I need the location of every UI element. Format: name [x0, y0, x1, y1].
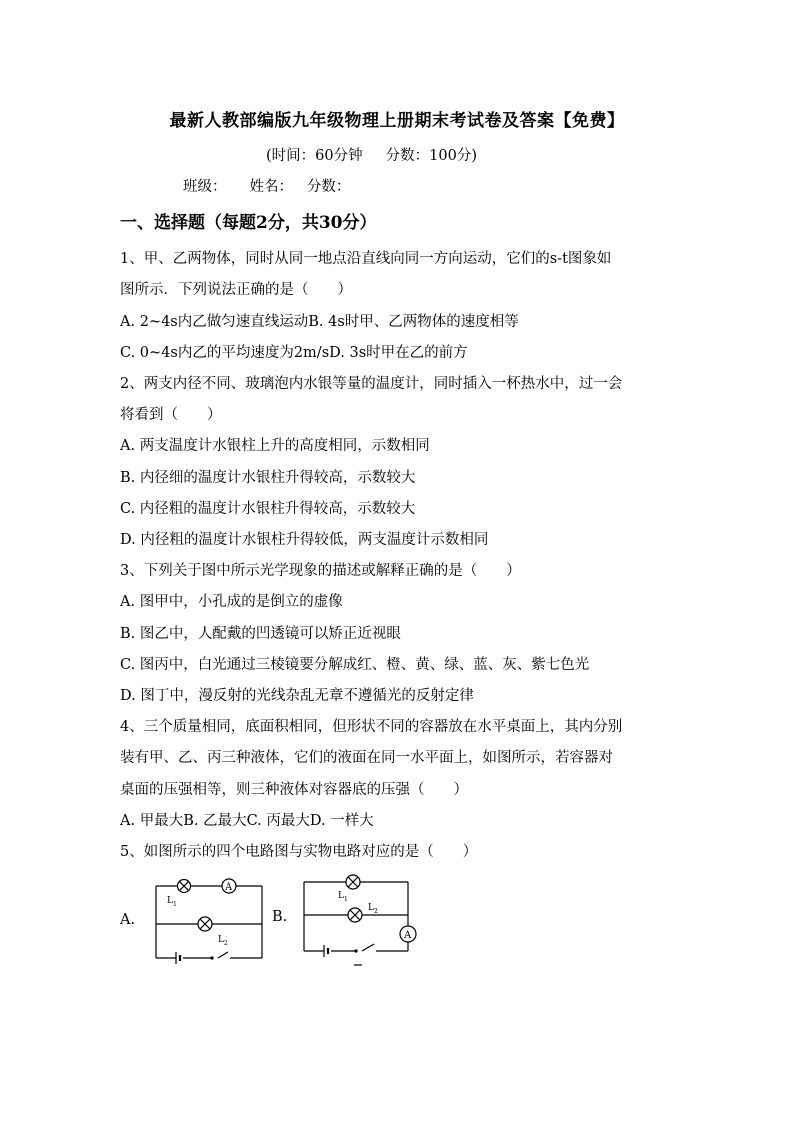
class-name-score-line: 班级： 姓名： 分数：: [183, 179, 351, 195]
question-line: 1、甲、乙两物体，同时从同一地点沿直线向同一方向运动，它们的s-t图象如: [120, 251, 612, 267]
option-line: C. 图丙中，白光通过三棱镜要分解成红、橙、黄、绿、蓝、灰、紫七色光: [120, 657, 590, 673]
exam-info: (时间：60分钟 分数：100分): [266, 148, 477, 164]
lamp-l1-subscript: 1: [344, 896, 348, 903]
question-line: 将看到（ ）: [120, 407, 222, 423]
option-line: D. 图丁中，漫反射的光线杂乱无章不遵循光的反射定律: [120, 688, 474, 704]
switch-pivot: [354, 949, 357, 952]
lamp-l1-subscript: 1: [173, 901, 177, 908]
lamp-l2-subscript: 2: [224, 940, 228, 947]
option-line: C. 内径粗的温度计水银柱升得较高，示数较大: [120, 501, 416, 517]
question-line: 桌面的压强相等，则三种液体对容器底的压强（ ）: [120, 782, 468, 798]
circuit-a-diagram: [150, 872, 270, 964]
option-line: A. 2~4s内乙做匀速直线运动B. 4s时甲、乙两物体的速度相等: [120, 314, 519, 330]
lamp-l2-label: L: [218, 935, 224, 945]
question-line: 5、如图所示的四个电路图与实物电路对应的是（ ）: [120, 844, 478, 860]
option-line: A. 两支温度计水银柱上升的高度相同，示数相同: [120, 438, 430, 454]
lamp-l1-label: L: [338, 891, 344, 901]
question-line: 装有甲、乙、丙三种液体，它们的液面在同一水平面上，如图所示，若容器对: [120, 750, 613, 766]
ammeter-symbol: A: [225, 882, 233, 893]
option-line: B. 内径细的温度计水银柱升得较高，示数较大: [120, 470, 416, 486]
circuit-a-label: A.: [120, 912, 136, 928]
page-title: 最新人教部编版九年级物理上册期末考试卷及答案【免费】: [169, 111, 625, 131]
question-line: 2、两支内径不同、玻璃泡内水银等量的温度计，同时插入一杯热水中，过一会: [120, 376, 623, 392]
question-line: 3、下列关于图中所示光学现象的描述或解释正确的是（ ）: [120, 563, 521, 579]
ammeter-symbol: A: [404, 930, 412, 941]
option-line: A. 甲最大B. 乙最大C. 丙最大D. 一样大: [120, 813, 374, 829]
option-line: A. 图甲中，小孔成的是倒立的虚像: [120, 594, 343, 610]
lamp-l2-label: L: [368, 903, 374, 913]
section-heading: 一、选择题（每题2分，共30分）: [120, 213, 377, 233]
question-line: 4、三个质量相同，底面积相同，但形状不同的容器放在水平桌面上，其内分别: [120, 719, 623, 735]
lamp-l1-label: L: [167, 896, 173, 906]
circuit-b-diagram: [296, 868, 426, 968]
question-line: 图所示．下列说法正确的是（ ）: [120, 282, 352, 298]
lamp-l2-subscript: 2: [374, 908, 378, 915]
circuit-b-label: B.: [272, 909, 288, 925]
option-line: B. 图乙中，人配戴的凹透镜可以矫正近视眼: [120, 626, 401, 642]
option-line: D. 内径粗的温度计水银柱升得较低，两支温度计示数相同: [120, 532, 489, 548]
option-line: C. 0~4s内乙的平均速度为2m/sD. 3s时甲在乙的前方: [120, 345, 468, 361]
switch-pivot: [210, 956, 213, 959]
